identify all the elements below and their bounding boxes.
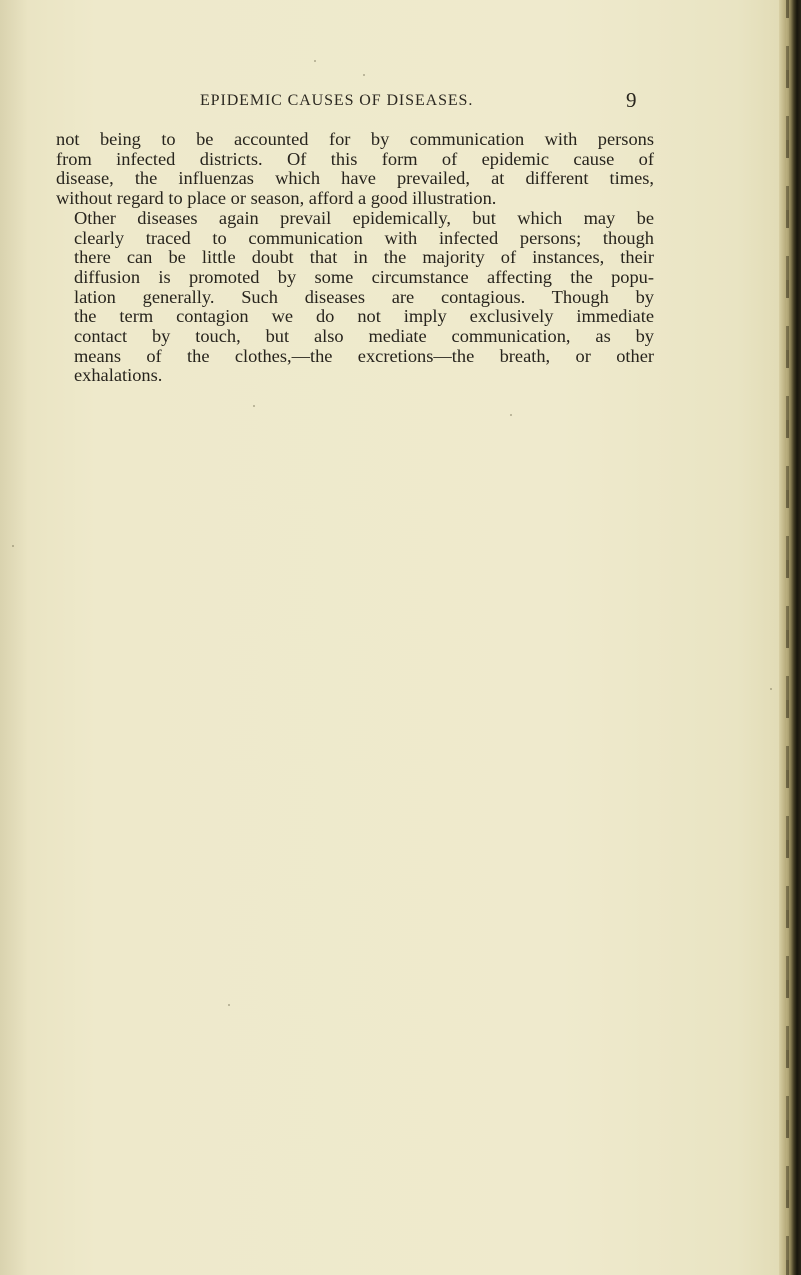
paper-speck [510,414,512,416]
paper-speck [253,405,255,407]
text-line: Other diseases again prevail epidemically, but which may be [74,207,654,228]
text-line: exhalations. [74,365,163,386]
text-line: lation generally. Such diseases are contagious. Though by [74,286,654,307]
page-gutter-shadow [0,0,28,1275]
text-line: without regard to place or season, afford a good illustration. [56,188,497,209]
running-head: EPIDEMIC CAUSES OF DISEASES. [200,92,474,109]
paragraph-1 [56,130,654,209]
text-line: the term contagion we do not imply exclusively immediate [74,306,654,327]
body-text [56,130,654,386]
paper-speck [228,1004,230,1006]
paper-speck [770,688,772,690]
text-line: disease, the influenzas which have prevailed, at different times, [56,168,654,189]
paper-speck [314,60,316,62]
text-line: diffusion is promoted by some circumstance affecting the popu- [74,266,654,287]
page-number: 9 [626,88,637,112]
text-line: contact by touch, but also mediate communication, as by [74,326,654,347]
text-line: from infected districts. Of this form of epidemic cause of [56,148,654,169]
paper-speck [12,545,14,547]
text-line: there can be little doubt that in the majority of instances, their [74,247,654,268]
paper-speck [363,74,365,76]
text-line: not being to be accounted for by communication with persons [56,129,654,149]
binding-edge [779,0,801,1275]
text-line: clearly traced to communication with infected persons; though [74,227,654,248]
text-line: means of the clothes,—the excretions—the breath, or other [74,345,654,366]
paragraph-2 [56,209,654,386]
